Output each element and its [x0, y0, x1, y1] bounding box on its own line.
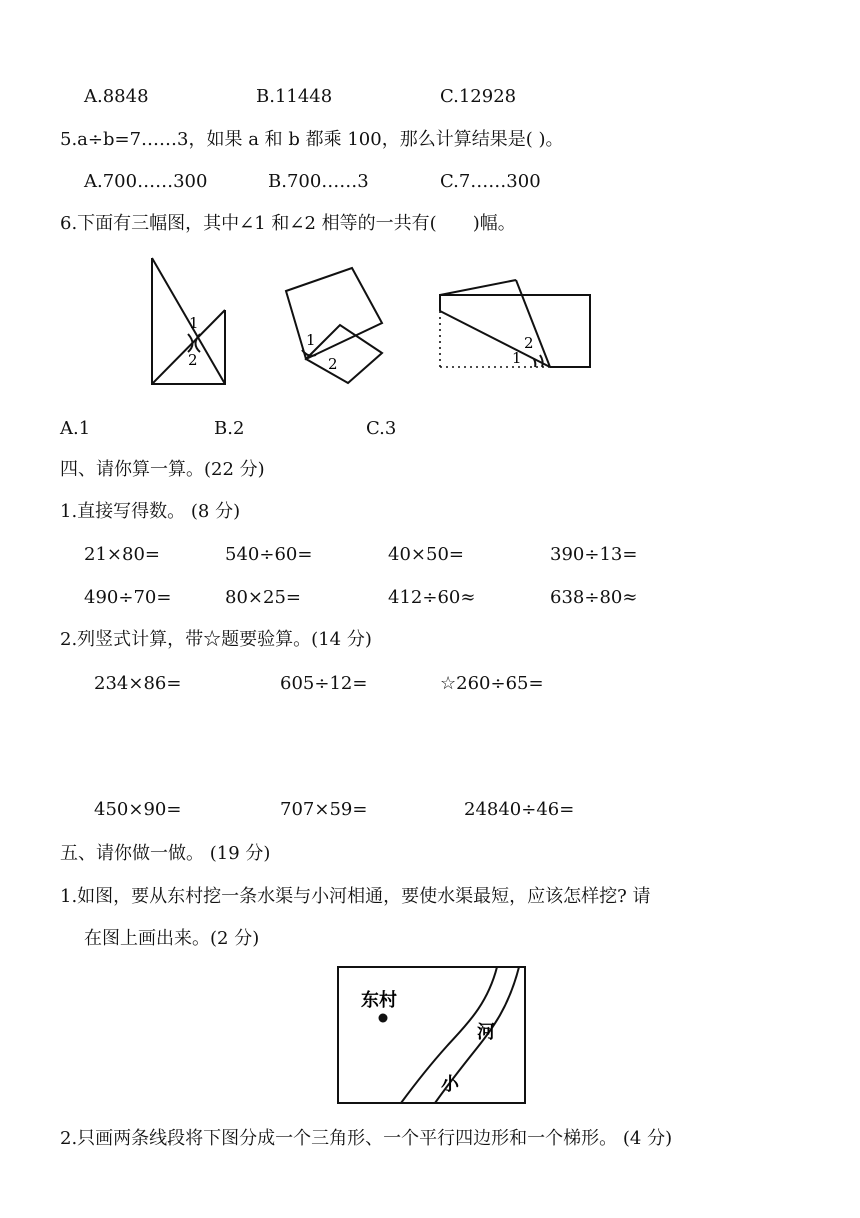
river-label-xiao: 小: [441, 1074, 459, 1095]
calc-item: 80×25=: [225, 587, 301, 608]
calc-item: 390÷13=: [550, 544, 638, 565]
calc-item: 412÷60≈: [388, 587, 476, 608]
q6-option-b: B.2: [214, 418, 245, 439]
calc-item: 490÷70=: [84, 587, 172, 608]
section4-title: 四、请你算一算。(22 分): [60, 459, 265, 480]
q5-stem: 5.a÷b=7……3，如果 a 和 b 都乘 100，那么计算结果是( )。: [60, 129, 564, 150]
fig1-angle-2-label: 2: [188, 351, 198, 369]
section4-p1-title: 1.直接写得数。 (8 分): [60, 501, 241, 522]
vertical-calc-item: 707×59=: [280, 799, 368, 820]
q5-option-b: B.700……3: [268, 171, 369, 192]
q5-option-a: A.700……300: [84, 171, 208, 192]
q6-option-c: C.3: [366, 418, 397, 439]
river-label-he: 河: [477, 1022, 495, 1043]
section5-p2: 2.只画两条线段将下图分成一个三角形、一个平行四边形和一个梯形。 (4 分): [60, 1128, 673, 1149]
calc-item: 638÷80≈: [550, 587, 638, 608]
calc-item: 540÷60=: [225, 544, 313, 565]
fig3-angle-1-label: 1: [512, 349, 522, 367]
fig2-angle-1-label: 1: [306, 331, 316, 349]
section4-p2-title: 2.列竖式计算，带☆题要验算。(14 分): [60, 629, 372, 650]
q4-option-a: A.8848: [84, 86, 149, 107]
village-label: 东村: [361, 990, 397, 1011]
vertical-calc-item: 24840÷46=: [464, 799, 575, 820]
map-border: [338, 967, 525, 1103]
village-dot: [379, 1014, 388, 1023]
fig2-angle-2-label: 2: [328, 355, 338, 373]
q5-option-c: C.7……300: [440, 171, 541, 192]
q6-option-a: A.1: [60, 418, 91, 439]
fig1-angle-1-label: 1: [189, 314, 199, 332]
fig3-angle-2-label: 2: [524, 334, 534, 352]
calc-item: 21×80=: [84, 544, 160, 565]
calc-item: 40×50=: [388, 544, 464, 565]
q6-figure-3: [436, 285, 596, 370]
q4-option-b: B.11448: [256, 86, 333, 107]
q4-option-c: C.12928: [440, 86, 517, 107]
q6-figure-2: [282, 265, 392, 380]
vertical-calc-item: ☆260÷65=: [440, 673, 544, 694]
vertical-calc-item: 605÷12=: [280, 673, 368, 694]
q6-figure-1: [148, 254, 228, 389]
section5-p1-line1: 1.如图，要从东村挖一条水渠与小河相通，要使水渠最短，应该怎样挖? 请: [60, 886, 651, 907]
vertical-calc-item: 450×90=: [94, 799, 182, 820]
village-river-map: [337, 966, 527, 1106]
q6-stem: 6.下面有三幅图，其中∠1 和∠2 相等的一共有( )幅。: [60, 213, 516, 234]
section5-title: 五、请你做一做。 (19 分): [60, 843, 271, 864]
section5-p1-line2: 在图上画出来。(2 分): [84, 928, 260, 949]
vertical-calc-item: 234×86=: [94, 673, 182, 694]
